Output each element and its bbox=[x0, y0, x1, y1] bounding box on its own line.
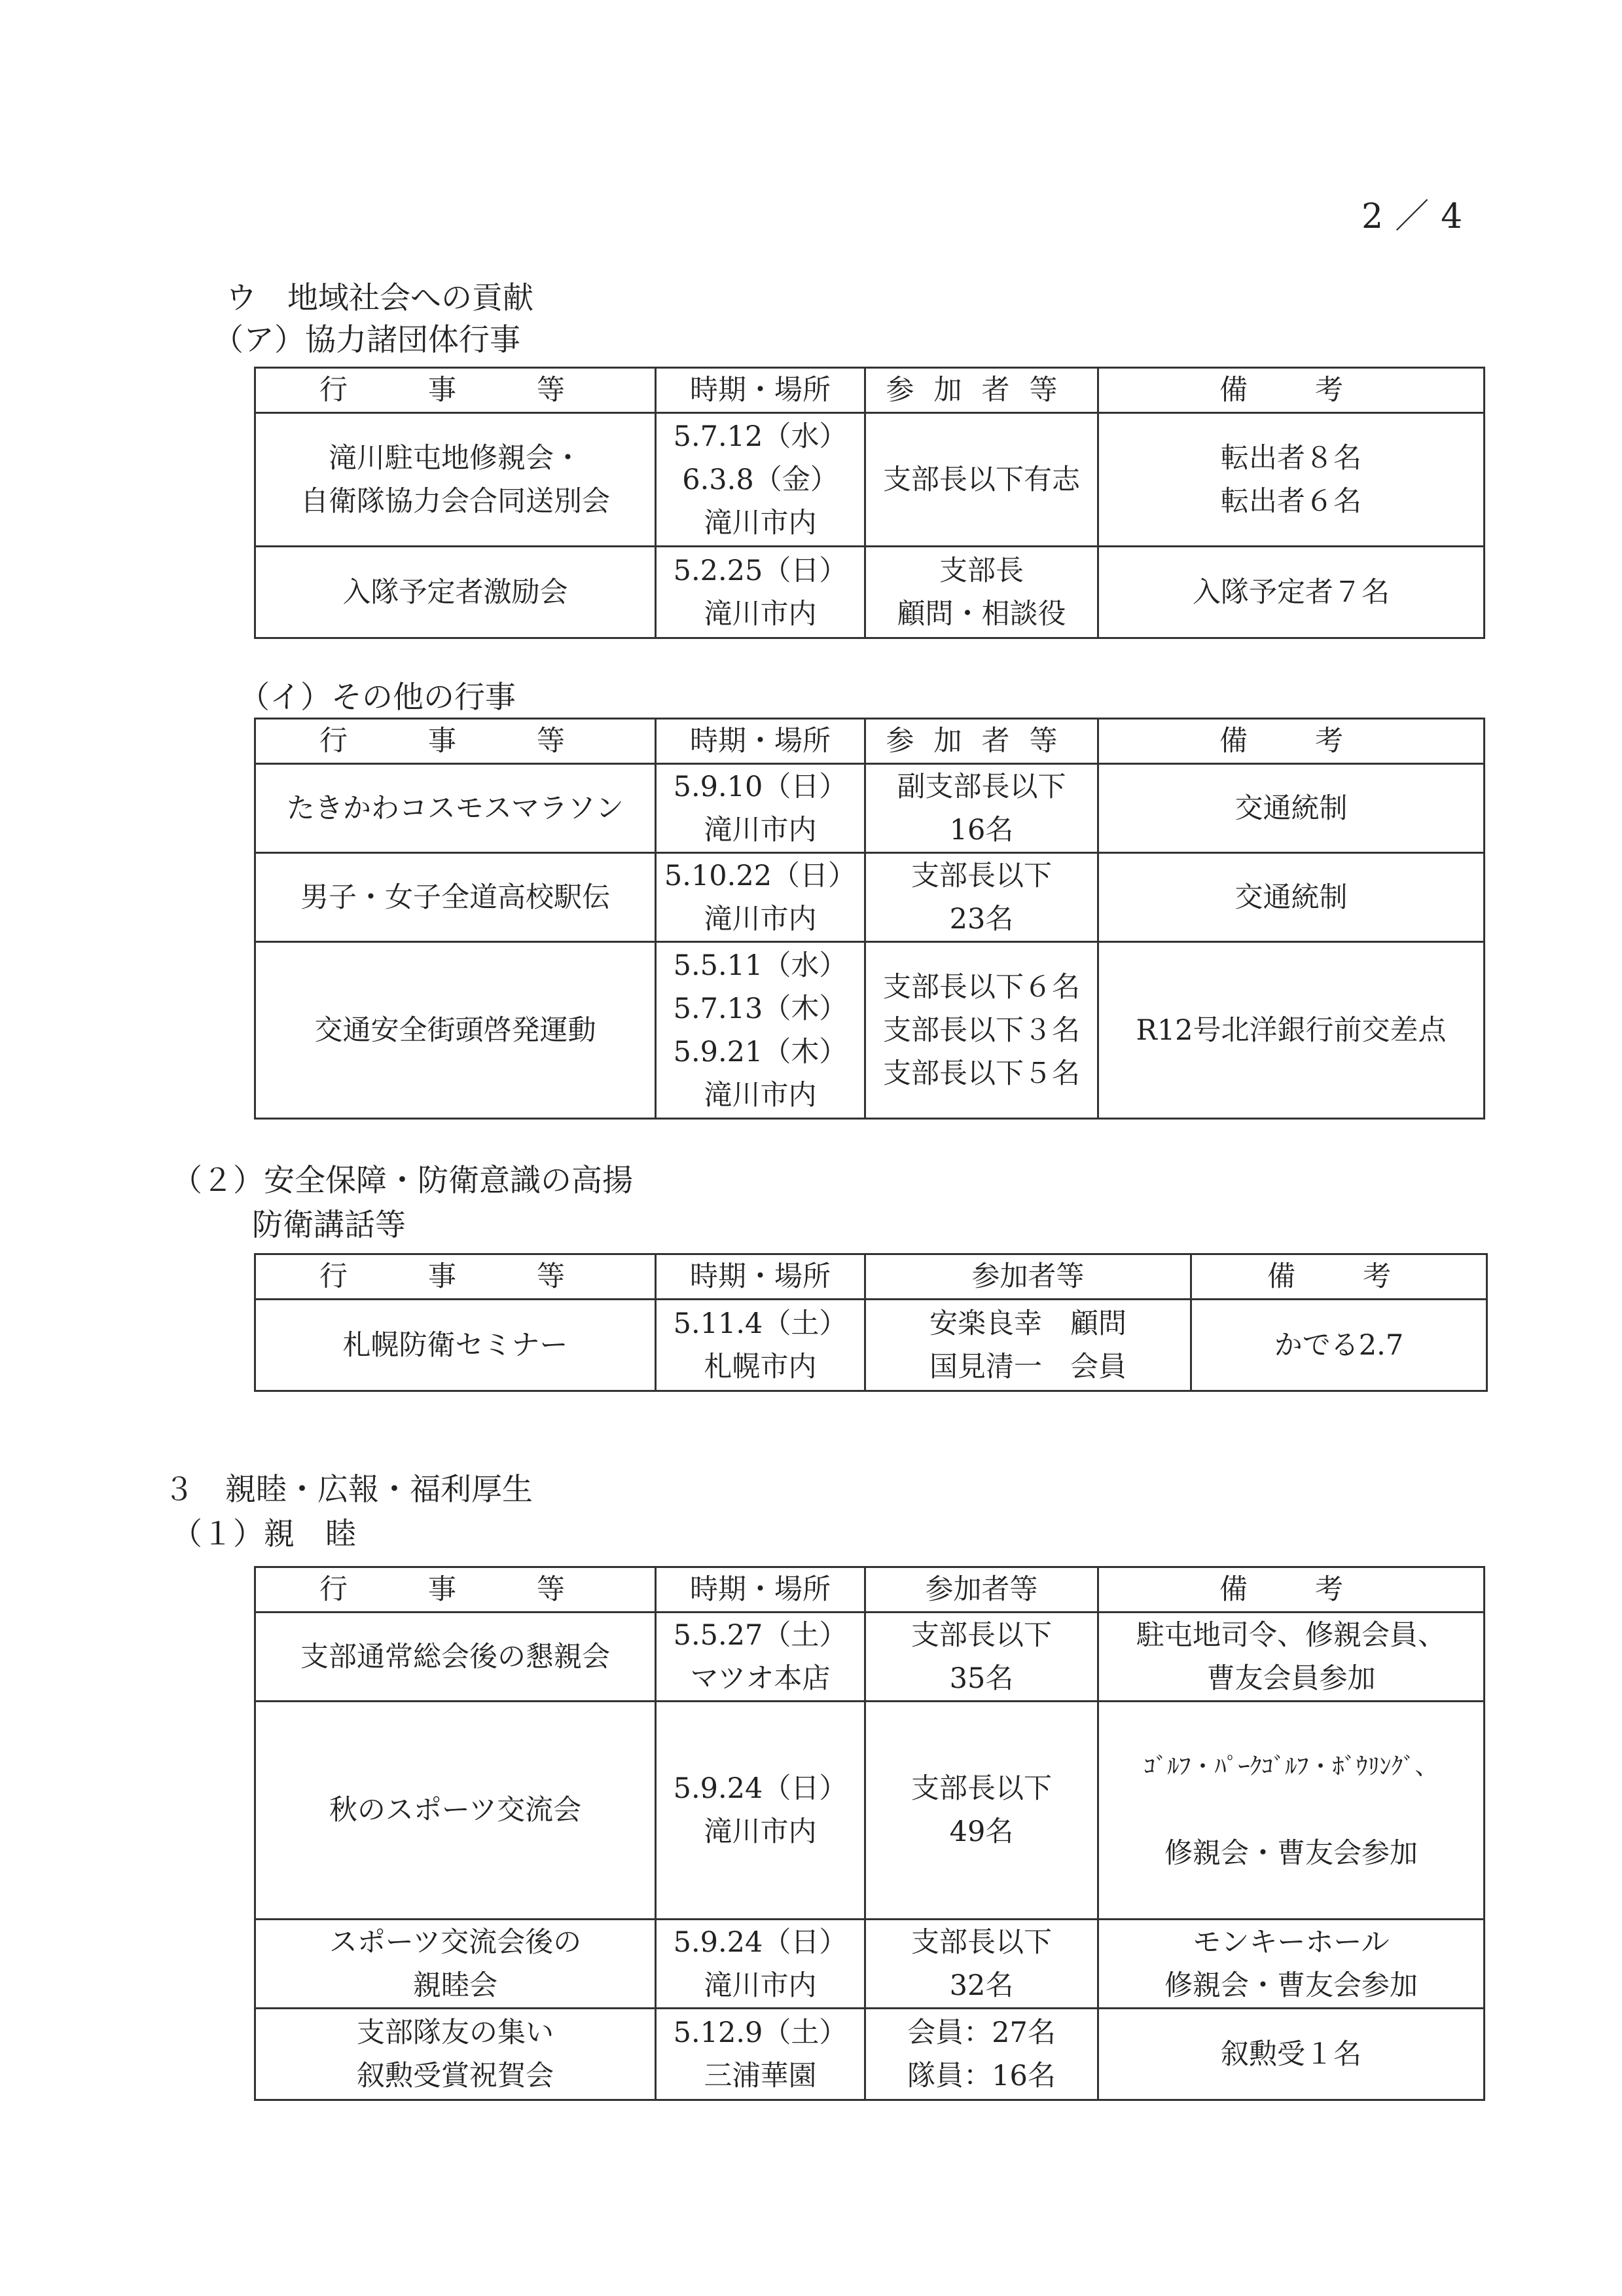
table-row bbox=[255, 853, 1485, 942]
table-row bbox=[255, 2009, 1485, 2100]
cell-participants: 支部長以下 32名 bbox=[865, 1920, 1098, 2009]
table-header-row bbox=[255, 368, 1485, 413]
cell-remarks: 交通統制 bbox=[1098, 764, 1485, 853]
cell-participants: 安楽良幸 顧問 国見清一 会員 bbox=[865, 1300, 1191, 1391]
table-row bbox=[255, 1613, 1485, 1702]
table-row bbox=[255, 1920, 1485, 2009]
cell-when-where: 5.9.24（日） 滝川市内 bbox=[656, 1702, 865, 1920]
table-other-events bbox=[254, 718, 1485, 1120]
header-participants: 参加者等 bbox=[865, 1567, 1098, 1613]
cell-participants: 会員：27名 隊員：16名 bbox=[865, 2009, 1098, 2100]
cell-when-where: 5.10.22（日） 滝川市内 bbox=[656, 853, 865, 942]
table-row bbox=[255, 547, 1485, 638]
table-header-row bbox=[255, 1567, 1485, 1613]
header-when-where: 時期・場所 bbox=[656, 719, 865, 764]
header-remarks: 備 考 bbox=[1098, 1567, 1485, 1613]
table-friendship-events bbox=[254, 1566, 1485, 2101]
cell-event: 支部隊友の集い 叙勲受賞祝賀会 bbox=[255, 2009, 656, 2100]
section-u-a-title: （ア）協力諸団体行事 bbox=[213, 322, 520, 358]
cell-event: たきかわコスモスマラソン bbox=[255, 764, 656, 853]
table-defense-lectures bbox=[254, 1253, 1488, 1392]
table-row bbox=[255, 942, 1485, 1119]
header-remarks: 備 考 bbox=[1191, 1254, 1487, 1300]
table-cooperation-events bbox=[254, 367, 1485, 639]
cell-participants: 支部長以下 23名 bbox=[865, 853, 1098, 942]
cell-when-where: 5.9.10（日） 滝川市内 bbox=[656, 764, 865, 853]
header-when-where: 時期・場所 bbox=[656, 1254, 865, 1300]
cell-when-where: 5.5.11（水） 5.7.13（木） 5.9.21（木） 滝川市内 bbox=[656, 942, 865, 1119]
remarks-line: ｺﾞﾙﾌ・ﾊﾟｰｸｺﾞﾙﾌ・ﾎﾞｳﾘﾝｸﾞ、 bbox=[1144, 1753, 1439, 1780]
cell-when-where: 5.5.27（土） マツオ本店 bbox=[656, 1613, 865, 1702]
page-number: 2／4 bbox=[1361, 197, 1475, 236]
table-header-row bbox=[255, 1254, 1487, 1300]
header-participants: 参加者等 bbox=[865, 368, 1098, 413]
table-row bbox=[255, 1702, 1485, 1920]
table-row bbox=[255, 764, 1485, 853]
section-u-title: ウ 地域社会への貢献 bbox=[226, 280, 533, 316]
cell-when-where: 5.11.4（土） 札幌市内 bbox=[656, 1300, 865, 1391]
cell-event: スポーツ交流会後の 親睦会 bbox=[255, 1920, 656, 2009]
cell-remarks: モンキーホール 修親会・曹友会参加 bbox=[1098, 1920, 1485, 2009]
cell-remarks: 転出者８名 転出者６名 bbox=[1098, 413, 1485, 547]
cell-when-where: 5.12.9（土） 三浦華園 bbox=[656, 2009, 865, 2100]
remarks-line: 修親会・曹友会参加 bbox=[1164, 1837, 1418, 1870]
cell-participants: 副支部長以下 16名 bbox=[865, 764, 1098, 853]
header-remarks: 備 考 bbox=[1098, 719, 1485, 764]
cell-remarks: 駐屯地司令、修親会員、 曹友会員参加 bbox=[1098, 1613, 1485, 1702]
cell-participants: 支部長以下６名 支部長以下３名 支部長以下５名 bbox=[865, 942, 1098, 1119]
header-when-where: 時期・場所 bbox=[656, 368, 865, 413]
header-event: 行 事 等 bbox=[255, 368, 656, 413]
cell-remarks: かでる2.7 bbox=[1191, 1300, 1487, 1391]
cell-event: 秋のスポーツ交流会 bbox=[255, 1702, 656, 1920]
table-row bbox=[255, 1300, 1487, 1391]
cell-when-where: 5.9.24（日） 滝川市内 bbox=[656, 1920, 865, 2009]
section-2-subtitle: 防衛講話等 bbox=[252, 1207, 406, 1243]
cell-remarks: 叙勲受１名 bbox=[1098, 2009, 1485, 2100]
cell-event: 札幌防衛セミナー bbox=[255, 1300, 656, 1391]
header-participants: 参加者等 bbox=[865, 719, 1098, 764]
cell-remarks: 交通統制 bbox=[1098, 853, 1485, 942]
section-u-i-title: （イ）その他の行事 bbox=[239, 680, 516, 716]
cell-participants: 支部長 顧問・相談役 bbox=[865, 547, 1098, 638]
header-remarks: 備 考 bbox=[1098, 368, 1485, 413]
header-when-where: 時期・場所 bbox=[656, 1567, 865, 1613]
cell-when-where: 5.2.25（日） 滝川市内 bbox=[656, 547, 865, 638]
cell-event: 男子・女子全道高校駅伝 bbox=[255, 853, 656, 942]
header-event: 行 事 等 bbox=[255, 1567, 656, 1613]
cell-remarks bbox=[1098, 1702, 1485, 1920]
cell-event: 滝川駐屯地修親会・ 自衛隊協力会合同送別会 bbox=[255, 413, 656, 547]
header-event: 行 事 等 bbox=[255, 719, 656, 764]
header-event: 行 事 等 bbox=[255, 1254, 656, 1300]
section-3-1-title: （１）親 睦 bbox=[171, 1516, 356, 1552]
cell-when-where: 5.7.12（水） 6.3.8（金） 滝川市内 bbox=[656, 413, 865, 547]
cell-remarks: R12号北洋銀行前交差点 bbox=[1098, 942, 1485, 1119]
section-2-title: （２）安全保障・防衛意識の高揚 bbox=[171, 1163, 633, 1199]
cell-event: 支部通常総会後の懇親会 bbox=[255, 1613, 656, 1702]
cell-event: 交通安全街頭啓発運動 bbox=[255, 942, 656, 1119]
cell-participants: 支部長以下有志 bbox=[865, 413, 1098, 547]
table-row bbox=[255, 413, 1485, 547]
cell-event: 入隊予定者激励会 bbox=[255, 547, 656, 638]
cell-participants: 支部長以下 49名 bbox=[865, 1702, 1098, 1920]
cell-remarks: 入隊予定者７名 bbox=[1098, 547, 1485, 638]
header-participants: 参加者等 bbox=[865, 1254, 1191, 1300]
table-header-row bbox=[255, 719, 1485, 764]
section-3-title: ３ 親睦・広報・福利厚生 bbox=[164, 1472, 533, 1508]
cell-participants: 支部長以下 35名 bbox=[865, 1613, 1098, 1702]
